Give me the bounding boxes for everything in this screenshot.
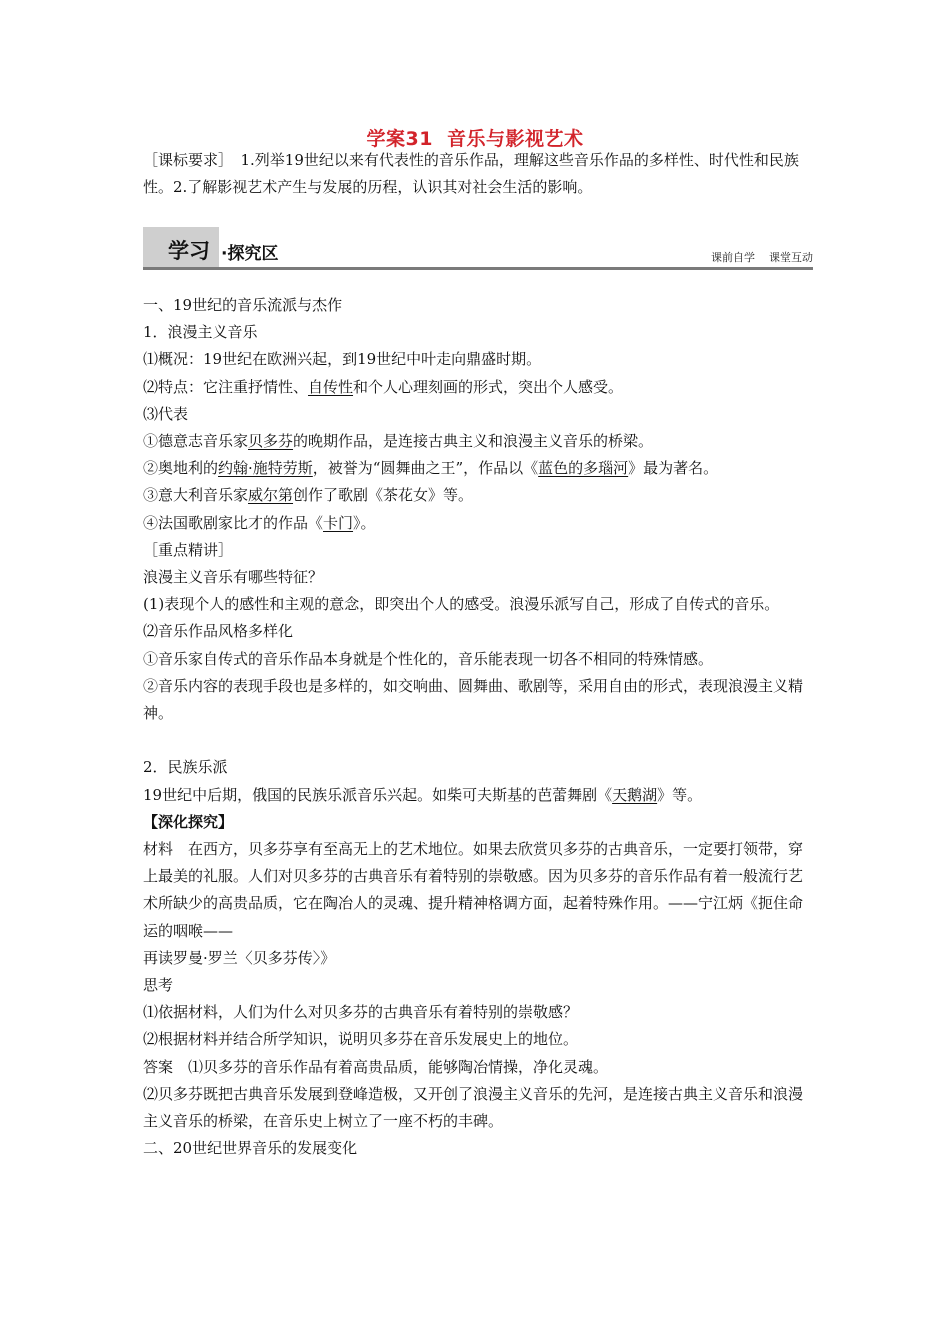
paragraph-features <box>143 374 815 401</box>
material-text: 材料 在西方，贝多芬享有至高无上的艺术地位。如果去欣赏贝多芬的古典音乐，一定要打领带，穿上最美的礼服。人们对贝多芬的古典音乐有着特别的崇敬感。因为贝多芬的音乐作品有着一般流行艺术所缺少的高贵品质，它在陶冶人的灵魂、提升精神格调方面，起着特殊作用。——宁江炳《扼住命运的咽喉—— <box>143 840 804 940</box>
think-question-2: ⑵根据材料并结合所学知识，说明贝多芬在音乐发展史上的地位。 <box>143 1030 579 1049</box>
text: ⑵特点：它注重抒情性、 <box>143 377 309 396</box>
deep-inquiry-label: 【深化探究】 <box>143 812 234 831</box>
paragraph-representatives: ⑶代表 <box>143 404 189 423</box>
focus-point-2a: ①音乐家自传式的音乐作品本身就是个性化的，音乐能表现一切各不相同的特殊情感。 <box>143 649 714 668</box>
text: ④法国歌剧家比才的作品《 <box>143 513 324 532</box>
banner-sub-label: ·探究区 <box>221 244 279 264</box>
banner-main-label: 学习 <box>168 239 210 263</box>
think-question-1: ⑴依据材料，人们为什么对贝多芬的古典音乐有着特别的崇敬感？ <box>143 1003 579 1022</box>
underlined-term: 蓝色的多瑙河 <box>538 459 629 478</box>
title-topic: 音乐与影视艺术 <box>446 128 584 150</box>
section-banner <box>143 227 813 269</box>
banner-pre-study: 课前自学 <box>711 251 755 264</box>
subheading-romantic: 1．浪漫主义音乐 <box>143 323 258 342</box>
underlined-term: 威尔第 <box>248 486 294 505</box>
title-case-number: 学案31 <box>366 128 433 150</box>
rep-strauss <box>143 455 815 482</box>
focus-point-2b: ②音乐内容的表现手段也是多样的，如交响曲、圆舞曲、歌剧等，采用自由的形式，表现浪漫主义精神。 <box>143 676 804 723</box>
focus-question: 浪漫主义音乐有哪些特征？ <box>143 568 324 587</box>
text: ①德意志音乐家 <box>143 432 249 451</box>
focus-point-1: (1)表现个人的感性和主观的意念，即突出个人的感受。浪漫乐派写自己，形成了自传式的音乐。 <box>143 595 780 614</box>
paragraph-national <box>143 782 815 809</box>
think-label: 思考 <box>143 976 174 995</box>
underlined-term: 贝多芬 <box>248 432 294 451</box>
subheading-national: 2．民族乐派 <box>143 758 228 777</box>
banner-divider <box>143 267 813 270</box>
underlined-term: 自传性 <box>308 377 354 396</box>
rep-bizet <box>143 510 815 537</box>
text: 创作了歌剧《茶花女》等。 <box>293 486 474 505</box>
banner-class-interaction: 课堂互动 <box>769 251 813 264</box>
banner-right-labels <box>711 249 813 265</box>
underlined-term: 卡门 <box>323 513 354 532</box>
curriculum-requirement: ［课标要求］ 1.列举19世纪以来有代表性的音乐作品，理解这些音乐作品的多样性、时代性和民族性。2.了解影视艺术产生与发展的历程，认识其对社会生活的影响。 <box>143 151 799 196</box>
material-source: 再读罗曼·罗兰〈贝多芬传〉》 <box>143 948 336 967</box>
text: 的晚期作品，是连接古典主义和浪漫主义音乐的桥梁。 <box>293 432 654 451</box>
text: ③意大利音乐家 <box>143 486 249 505</box>
rep-verdi <box>143 482 815 509</box>
text: ②奥地利的 <box>143 459 219 478</box>
answer-2: ⑵贝多芬既把古典音乐发展到登峰造极，又开创了浪漫主义音乐的先河，是连接古典主义音乐和浪漫主义音乐的桥梁，在音乐史上树立了一座不朽的丰碑。 <box>143 1084 804 1131</box>
text: 19世纪中后期，俄国的民族乐派音乐兴起。如柴可夫斯基的芭蕾舞剧《 <box>143 785 613 804</box>
focus-point-2: ⑵音乐作品风格多样化 <box>143 622 294 641</box>
section-heading-2: 二、20世纪世界音乐的发展变化 <box>143 1139 358 1158</box>
text: 》最为著名。 <box>628 459 719 478</box>
underlined-term: 天鹅湖 <box>612 785 658 804</box>
rep-beethoven <box>143 428 815 455</box>
document-body <box>143 292 815 1162</box>
answer-1: 答案 ⑴贝多芬的音乐作品有着高贵品质，能够陶冶情操，净化灵魂。 <box>143 1057 609 1076</box>
text: 》。 <box>353 513 376 532</box>
text: 和个人心理刻画的形式，突出个人感受。 <box>353 377 624 396</box>
spacer <box>143 727 815 754</box>
section-heading-1: 一、19世纪的音乐流派与杰作 <box>143 296 343 314</box>
underlined-term: 约翰·施特劳斯 <box>218 459 313 478</box>
paragraph-overview: ⑴概况：19世纪在欧洲兴起，到19世纪中叶走向鼎盛时期。 <box>143 350 542 369</box>
focus-label: ［重点精讲］ <box>143 540 234 559</box>
text: ，被誉为“圆舞曲之王”，作品以《 <box>312 459 539 478</box>
text: 》等。 <box>657 785 703 804</box>
